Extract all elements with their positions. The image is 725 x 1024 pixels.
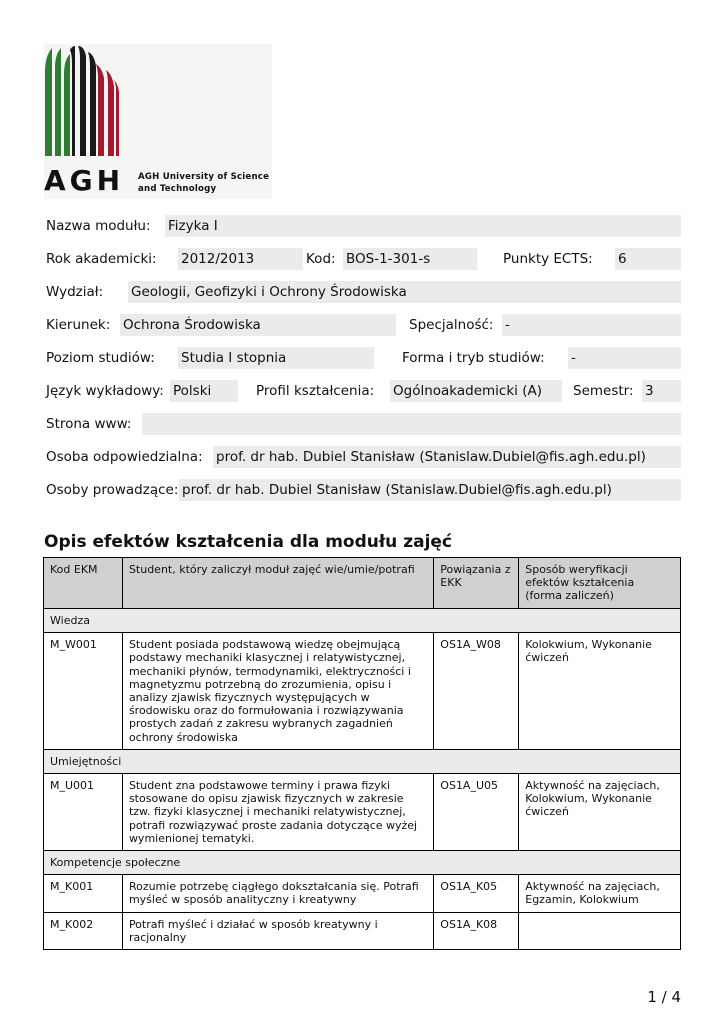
group-name: Kompetencje społeczne bbox=[44, 851, 681, 875]
code-value: BOS-1-301-s bbox=[343, 248, 477, 270]
cell-links: OS1A_W08 bbox=[434, 633, 519, 750]
academic-year-label: Rok akademicki: bbox=[46, 251, 157, 267]
ects-value: 6 bbox=[615, 248, 681, 270]
table-row bbox=[44, 774, 681, 851]
group-name: Wiedza bbox=[44, 609, 681, 633]
header-code: Kod EKM bbox=[44, 558, 123, 609]
agh-name-line2: and Technology bbox=[138, 184, 217, 194]
cell-links: OS1A_U05 bbox=[434, 774, 519, 851]
cell-outcome: Rozumie potrzebę ciągłego dokształcania się. Potrafi myśleć w sposób analityczny i kreatywny bbox=[122, 875, 433, 912]
agh-logo bbox=[44, 44, 272, 199]
level-label: Poziom studiów: bbox=[46, 350, 155, 366]
cell-verification: Aktywność na zajęciach, Egzamin, Kolokwium bbox=[519, 875, 681, 912]
level-value: Studia I stopnia bbox=[178, 347, 374, 369]
faculty-label: Wydział: bbox=[46, 284, 104, 300]
specialty-label: Specjalność: bbox=[409, 317, 494, 333]
cell-outcome: Student posiada podstawową wiedzę obejmującą podstawy mechaniki klasycznej i relatywistycznej, mechaniki płynów, termodynamiki, elektryczności i magnetyzmu potrzebną do zrozumienia, opisu i analizy zjawisk fizycznych występujących w środowisku oraz do formułowania i rozwiązywania prostych zadań z zakresu wybranych zagadnień ochrony środowiska bbox=[122, 633, 433, 750]
semester-value: 3 bbox=[642, 380, 681, 402]
module-name-value: Fizyka I bbox=[165, 215, 681, 237]
profile-value: Ogólnoakademicki (A) bbox=[390, 380, 562, 402]
faculty-value: Geologii, Geofizyki i Ochrony Środowiska bbox=[128, 281, 681, 303]
header-verification: Sposób weryfikacji efektów kształcenia (forma zaliczeń) bbox=[519, 558, 681, 609]
cell-links: OS1A_K05 bbox=[434, 875, 519, 912]
specialty-value: - bbox=[502, 314, 681, 336]
group-row bbox=[44, 609, 681, 633]
profile-label: Profil kształcenia: bbox=[256, 383, 375, 399]
www-label: Strona www: bbox=[46, 416, 132, 432]
agh-name-line1: AGH University of Science bbox=[138, 172, 270, 182]
responsible-value: prof. dr hab. Dubiel Stanisław (Stanislaw.Dubiel@fis.agh.edu.pl) bbox=[213, 446, 681, 468]
academic-year-value: 2012/2013 bbox=[178, 248, 303, 270]
language-label: Język wykładowy: bbox=[46, 383, 164, 399]
group-row bbox=[44, 749, 681, 773]
group-row bbox=[44, 851, 681, 875]
form-value: - bbox=[568, 347, 681, 369]
cell-verification bbox=[519, 912, 681, 949]
cell-code: M_K002 bbox=[44, 912, 123, 949]
ects-label: Punkty ECTS: bbox=[503, 251, 593, 267]
language-value: Polski bbox=[170, 380, 238, 402]
cell-outcome: Potrafi myśleć i działać w sposób kreatywny i racjonalny bbox=[122, 912, 433, 949]
section-title: Opis efektów kształcenia dla modułu zajęć bbox=[44, 532, 453, 552]
code-label: Kod: bbox=[306, 251, 336, 267]
cell-verification: Kolokwium, Wykonanie ćwiczeń bbox=[519, 633, 681, 750]
responsible-label: Osoba odpowiedzialna: bbox=[46, 449, 203, 465]
teachers-value: prof. dr hab. Dubiel Stanisław (Stanislaw.Dubiel@fis.agh.edu.pl) bbox=[179, 479, 681, 501]
direction-label: Kierunek: bbox=[46, 317, 111, 333]
cell-links: OS1A_K08 bbox=[434, 912, 519, 949]
www-value bbox=[142, 413, 681, 435]
agh-name bbox=[138, 171, 269, 195]
group-name: Umiejętności bbox=[44, 749, 681, 773]
table-row bbox=[44, 875, 681, 912]
cell-code: M_W001 bbox=[44, 633, 123, 750]
cell-verification: Aktywność na zajęciach, Kolokwium, Wykonanie ćwiczeń bbox=[519, 774, 681, 851]
cell-code: M_U001 bbox=[44, 774, 123, 851]
learning-outcomes-table bbox=[43, 557, 681, 950]
table-header-row bbox=[44, 558, 681, 609]
cell-outcome: Student zna podstawowe terminy i prawa fizyki stosowane do opisu zjawisk fizycznych w zakresie tzw. fizyki klasycznej i mechaniki relatywistycznej, potrafi rozwiązywać proste zadania dotyczące wyżej wymienionej tematyki. bbox=[122, 774, 433, 851]
module-name-label: Nazwa modułu: bbox=[46, 218, 151, 234]
table-row bbox=[44, 912, 681, 949]
header-links: Powiązania z EKK bbox=[434, 558, 519, 609]
form-label: Forma i tryb studiów: bbox=[402, 350, 545, 366]
teachers-label: Osoby prowadzące: bbox=[46, 482, 179, 498]
agh-letters: AGH bbox=[44, 164, 125, 197]
cell-code: M_K001 bbox=[44, 875, 123, 912]
table-row bbox=[44, 633, 681, 750]
direction-value: Ochrona Środowiska bbox=[120, 314, 396, 336]
page-indicator: 1 / 4 bbox=[647, 988, 681, 1006]
header-outcome: Student, który zaliczył moduł zajęć wie/umie/potrafi bbox=[122, 558, 433, 609]
semester-label: Semestr: bbox=[573, 383, 634, 399]
